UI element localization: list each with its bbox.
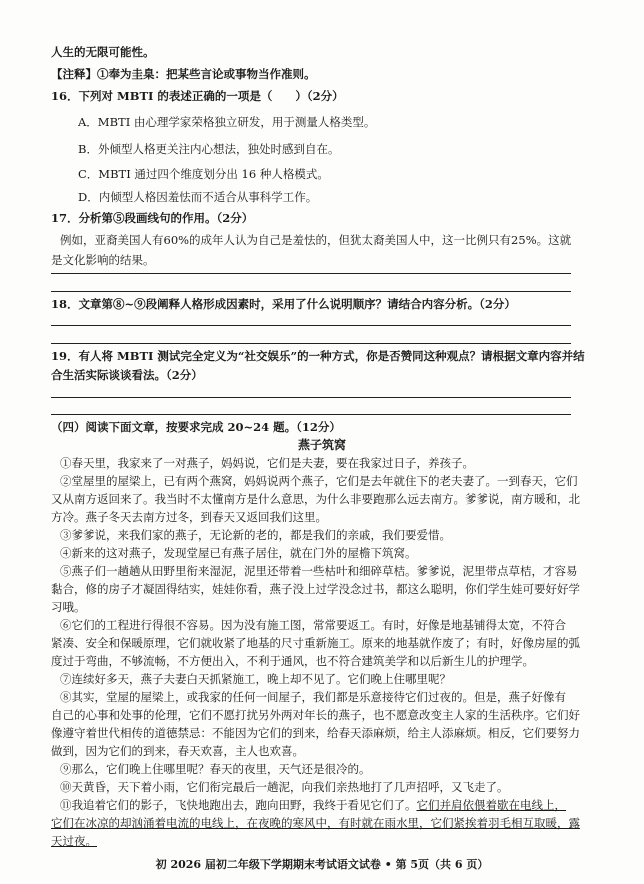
paragraph-line: ⑥它们的工程进行得很不容易。因为没有施工图，常常要返工。有时，好像是地基铺得太宽，不符合 (60, 618, 566, 632)
answer-line (51, 325, 571, 326)
paragraph-line: 又从南方返回来了。我当时不太懂南方是什么意思，为什么非要跑那么远去南方。爹爹说，南方暖和，北 (51, 492, 580, 506)
intro-tail: 人生的无限可能性。 (51, 45, 155, 59)
paragraph-line: 习哦。 (51, 600, 86, 614)
q17-quote-line1: 例如，亚裔美国人有60%的成年人认为自己是羞怯的，但犹太裔美国人中，这一比例只有25%。这就 (60, 233, 572, 247)
q16-stem: 16．下列对 MBTI 的表述正确的一项是（ ）（2分） (51, 89, 344, 103)
paragraph-line: 黏合，修的房子才凝固得结实，娃娃你看，燕子没上过学没念过书，都这么聪明，你们学生娃可要好好学 (51, 582, 580, 596)
paragraph-line: ②堂屋里的屋梁上，已有两个燕窝，妈妈说两个燕子，它们是去年就住下的老夫妻了。一到春天，它们 (60, 474, 578, 488)
footnote: 【注释】①奉为圭臬：把某些言论或事物当作准则。 (51, 67, 316, 81)
answer-line (51, 414, 571, 415)
q16-option-c: C．MBTI 通过四个维度划分出 16 种人格模式。 (78, 167, 329, 181)
answer-line (51, 273, 571, 274)
q19-stem-line2: 合生活实际谈谈看法。（2分） (51, 368, 203, 382)
underlined-sentence-line: 它们在冰凉的却汹涌着电流的电线上，在夜晚的寒风中，有时就在雨水里，它们紧挨着羽毛相互取暖，露 (51, 816, 580, 830)
q19-stem-line1: 19．有人将 MBTI 测试完全定义为“社交娱乐”的一种方式，你是否赞同这种观点？请根据文章内容并结 (51, 349, 585, 363)
underlined-sentence-line: 天过夜。 (51, 834, 97, 848)
answer-line (51, 343, 571, 344)
q16-option-b: B．外倾型人格更关注内心想法，独处时感到自在。 (78, 142, 340, 156)
paragraph-line: 紧凑、安全和保暖原理，它们就收紧了地基的尺寸重新施工。原来的地基就作废了；有时，好像房屋的弧 (51, 636, 580, 650)
paragraph-line: ⑦连续好多天，燕子夫妻白天抓紧施工，晚上却不见了。它们晚上住哪里呢？ (60, 672, 451, 686)
article-title: 燕子筑窝 (297, 438, 346, 452)
paragraph-11-text: ⑪我追着它们的影子，飞快地跑出去，跑向田野，我终于看见它们了。 (60, 798, 417, 812)
paragraph-line: 自己的心事和处事的伦理，它们不愿打扰另外两对年长的燕子，也不愿意改变主人家的生活秩序。它们好 (51, 708, 580, 722)
underlined-sentence: 它们并肩依偎着歇在电线上， (416, 798, 566, 812)
paragraph-line: ④新来的这对燕子，发现堂屋已有燕子居住，就在门外的屋檐下筑窝。 (60, 546, 417, 560)
page-footer: 初 2026 届初二年级下学期期末考试语文试卷 • 第 5页（共 6 页） (155, 858, 489, 871)
paragraph-line: ③爹爹说，来我们家的燕子，无论新的老的，都是我们的亲戚，我们要爱惜。 (60, 528, 451, 542)
q18-stem: 18．文章第⑧~⑨段阐释人格形成因素时，采用了什么说明顺序？请结合内容分析。（2分） (51, 297, 516, 311)
paragraph-line: 做到，因为它们的到来，春天欢喜，主人也欢喜。 (51, 744, 304, 758)
paragraph-line: ⑤燕子们一趟趟从田野里衔来湿泥，泥里还带着一些枯叶和细碎草桔。爹爹说，泥里带点草桔，才容易 (60, 564, 578, 578)
q17-quote-line2: 是文化影响的结果。 (51, 253, 155, 267)
paragraph-line: 方冷。燕子冬天去南方过冬，到春天又返回我们这里。 (51, 510, 327, 524)
answer-line (51, 397, 571, 398)
paragraph-line: 像遵守着世代相传的道德禁忌：不能因为它们的到来，给春天添麻烦，给主人添麻烦。相反，它们要努力 (51, 726, 580, 740)
answer-line (51, 291, 571, 292)
q16-option-d: D．内倾型人格因羞怯而不适合从事科学工作。 (78, 190, 318, 204)
paragraph-line (60, 797, 594, 813)
paragraph-line: ①春天里，我家来了一对燕子，妈妈说，它们是夫妻，要在我家过日子，养孩子。 (60, 456, 474, 470)
paragraph-line: ⑩天黄昏，天下着小雨，它们衔完最后一趟泥，向我们亲热地打了几声招呼，又飞走了。 (60, 780, 509, 794)
paragraph-line: 度过于弯曲，不够流畅，不方便出入，不利于通风，也不符合建筑美学和以后新生儿的护理学。 (51, 654, 534, 668)
section4-heading: （四）阅读下面文章，按要求完成 20~24 题。（12分） (51, 420, 341, 434)
q17-stem: 17．分析第⑤段画线句的作用。（2分） (51, 211, 254, 225)
paragraph-line: ⑨那么，它们晚上住哪里呢？春天的夜里，天气还是很冷的。 (60, 762, 371, 776)
q16-option-a: A．MBTI 由心理学家荣格独立研发，用于测量人格类型。 (78, 115, 376, 129)
paragraph-line: ⑧其实，堂屋的屋梁上，或我家的任何一间屋子，我们都是乐意接待它们过夜的。但是，燕子好像有 (60, 690, 566, 704)
